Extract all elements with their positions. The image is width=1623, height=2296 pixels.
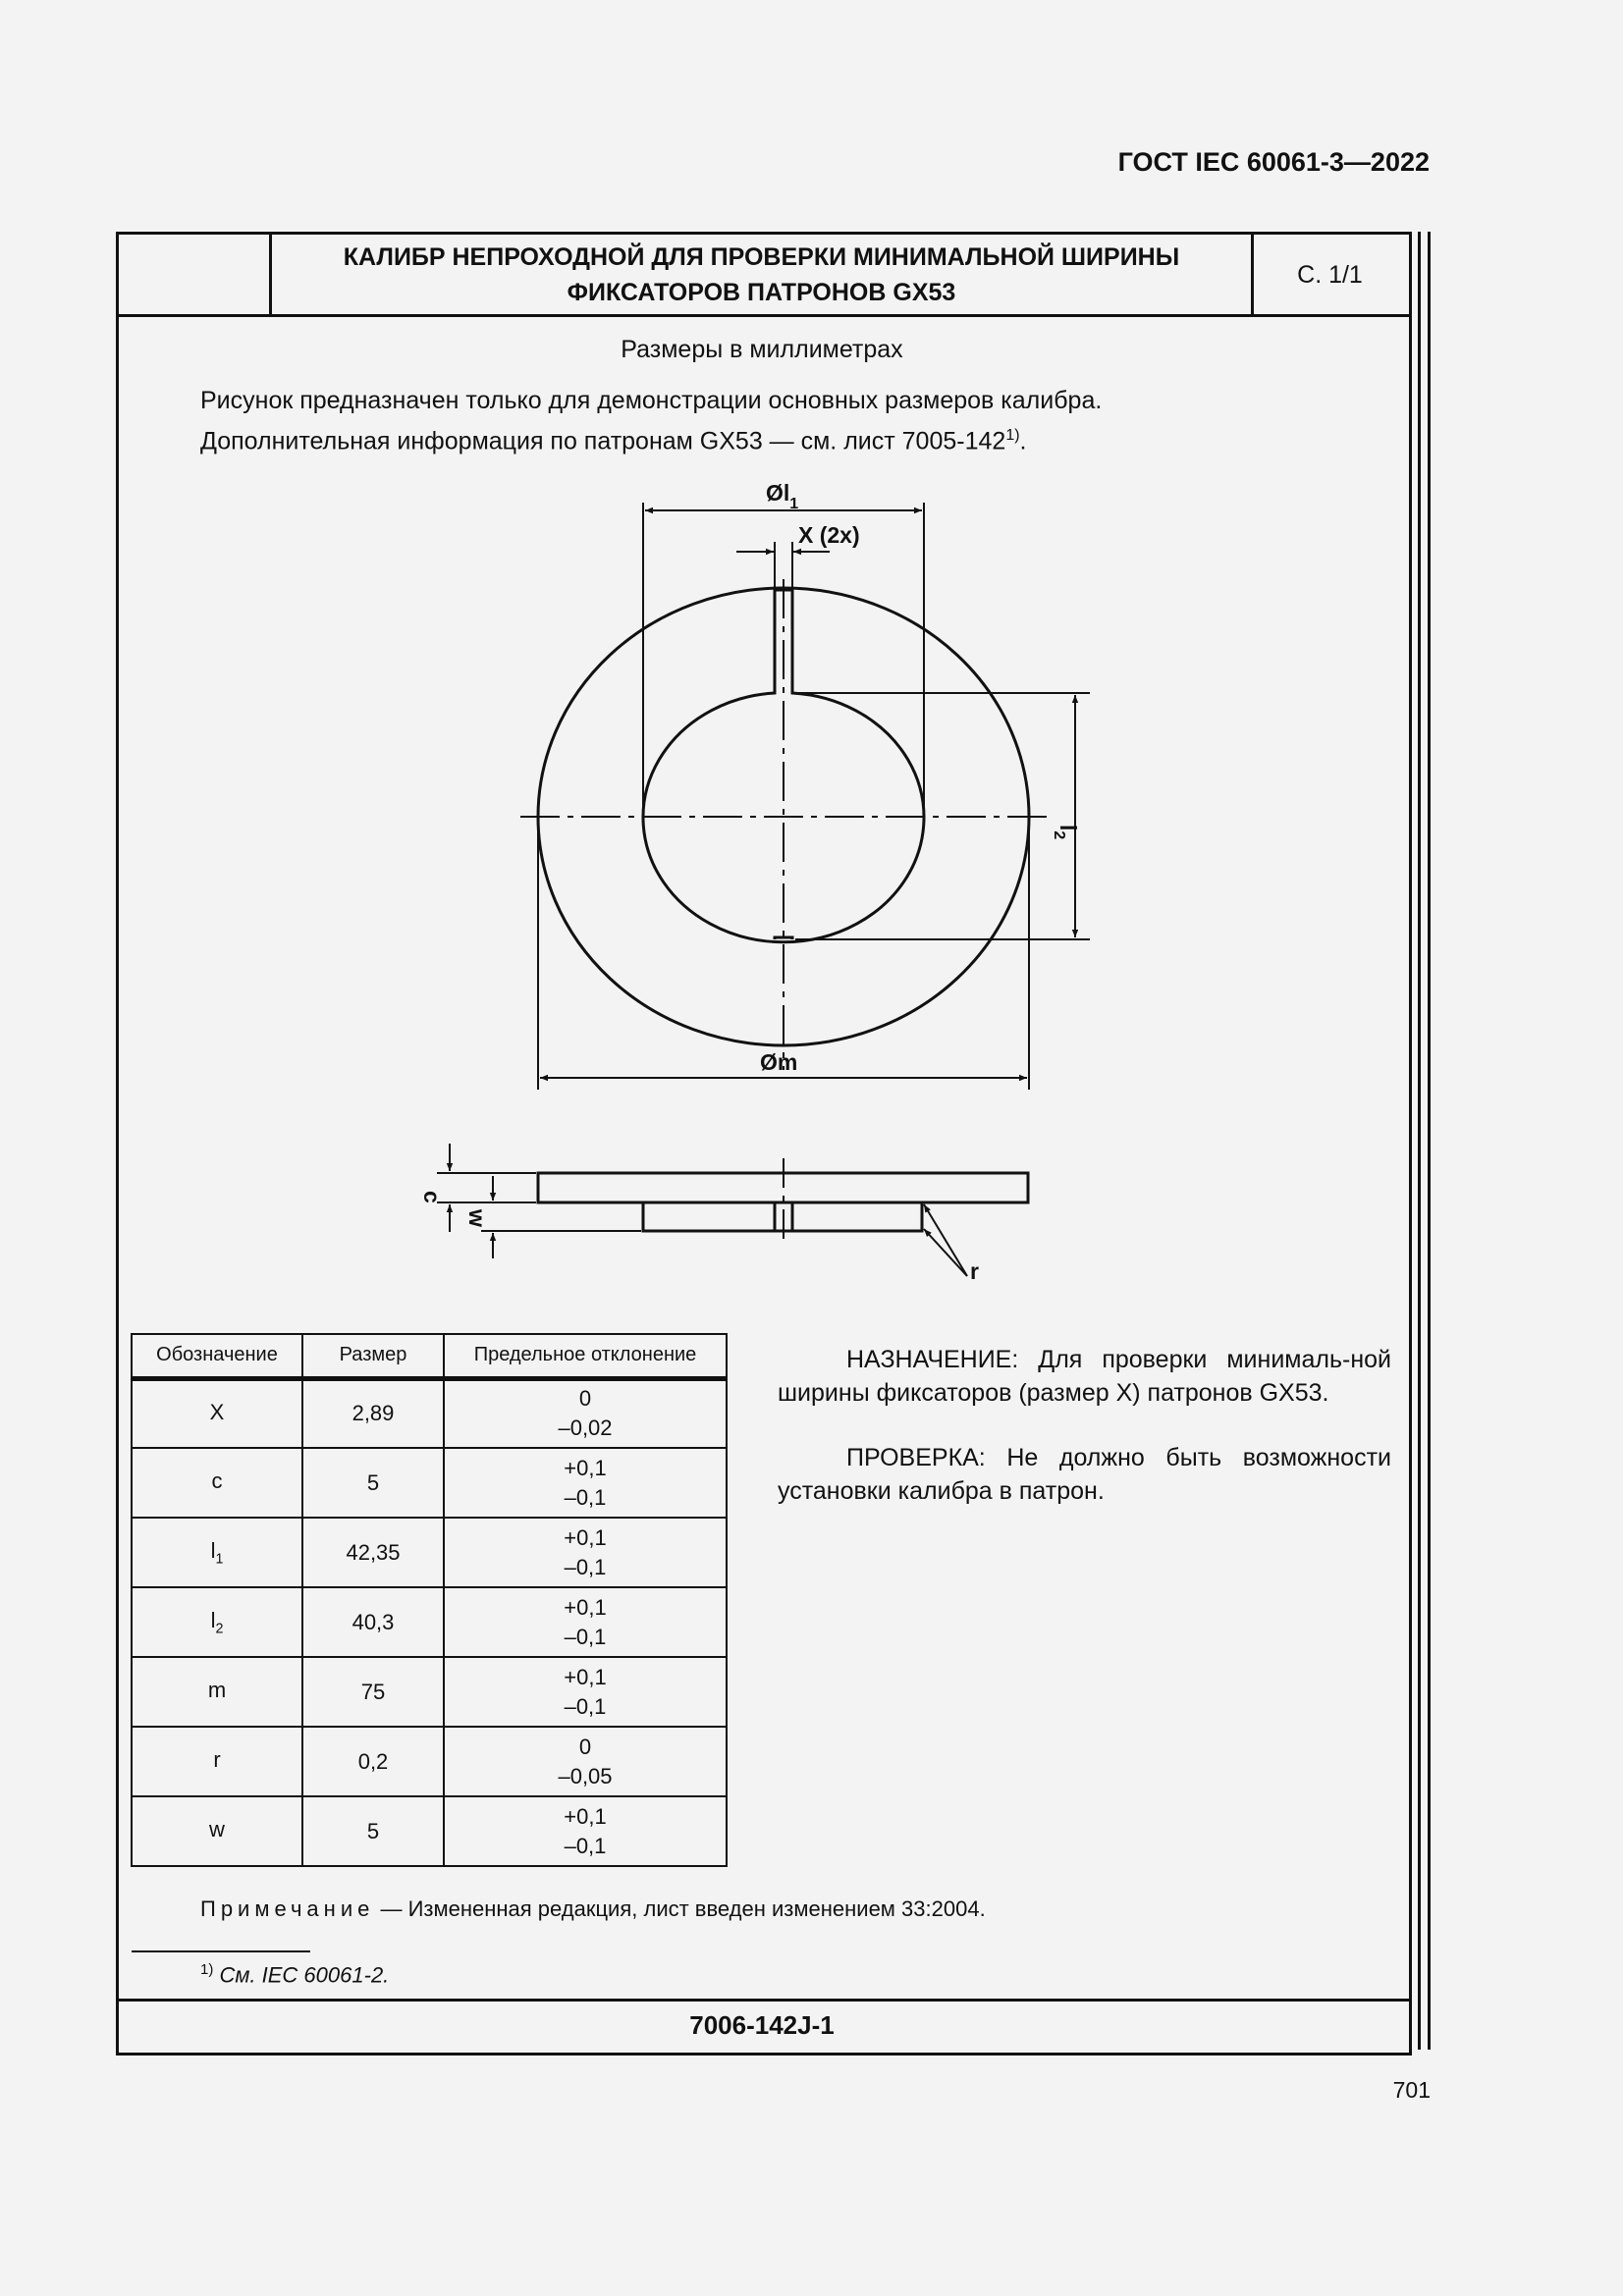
label-w: w xyxy=(464,1209,490,1227)
purpose-text xyxy=(778,1343,1391,1539)
sheet-code: 7006-142J-1 xyxy=(689,2010,835,2040)
cell-tolerance: 0 –0,02 xyxy=(444,1378,727,1448)
cell-tolerance: +0,1 –0,1 xyxy=(444,1657,727,1727)
intro-line-1: Рисунок предназначен только для демонстрации основных размеров калибра. xyxy=(200,387,1103,414)
dimensions-table xyxy=(131,1333,728,1867)
cell-tolerance: +0,1 –0,1 xyxy=(444,1518,727,1587)
table-row xyxy=(132,1587,727,1657)
cell-size: 2,89 xyxy=(302,1378,444,1448)
intro-text xyxy=(200,383,1102,458)
cell-designation: r xyxy=(132,1727,302,1796)
cell-size: 40,3 xyxy=(302,1587,444,1657)
footnote xyxy=(200,1961,389,1988)
cell-tolerance: +0,1 –0,1 xyxy=(444,1796,727,1866)
cell-size: 5 xyxy=(302,1448,444,1518)
cell-designation: $l_1$ xyxy=(132,1518,302,1587)
cell-size: 42,35 xyxy=(302,1518,444,1587)
table-row xyxy=(132,1518,727,1587)
cell-designation: m xyxy=(132,1657,302,1727)
col-header-designation: Обозначение xyxy=(132,1334,302,1378)
note-label: Примечание xyxy=(200,1896,375,1921)
label-l2: $l_2$ xyxy=(1051,825,1081,840)
table-body xyxy=(132,1378,727,1866)
label-m: Øm xyxy=(760,1049,798,1075)
table-row xyxy=(132,1796,727,1866)
frame-edge-line xyxy=(1418,232,1421,2050)
frame-edge-line xyxy=(1428,232,1431,2050)
col-header-size: Размер xyxy=(302,1334,444,1378)
table-row xyxy=(132,1657,727,1727)
table-row xyxy=(132,1378,727,1448)
table-row xyxy=(132,1448,727,1518)
standard-number: ГОСТ IEC 60061-3—2022 xyxy=(1117,147,1430,177)
cell-designation: $l_2$ xyxy=(132,1587,302,1657)
cell-tolerance: +0,1 –0,1 xyxy=(444,1587,727,1657)
table-row xyxy=(132,1727,727,1796)
title-line-1: КАЛИБР НЕПРОХОДНОЙ ДЛЯ ПРОВЕРКИ МИНИМАЛЬНОЙ ШИРИНЫ xyxy=(343,243,1180,271)
purpose-paragraph: НАЗНАЧЕНИЕ: Для проверки минималь-ной ширины фиксаторов (размер X) патронов GX53. xyxy=(778,1346,1391,1407)
page-number: 701 xyxy=(1392,2077,1431,2103)
col-header-tolerance: Предельное отклонение xyxy=(444,1334,727,1378)
footnote-rule xyxy=(132,1950,310,1952)
label-c: c xyxy=(419,1191,445,1203)
cell-size: 5 xyxy=(302,1796,444,1866)
label-r: r xyxy=(970,1258,979,1284)
cell-size: 75 xyxy=(302,1657,444,1727)
sheet-number: С. 1/1 xyxy=(1297,260,1363,289)
footnote-text: См. IEC 60061-2. xyxy=(213,1962,390,1988)
label-l1: $Øl_1$ xyxy=(766,480,799,512)
header-divider xyxy=(116,314,1412,317)
footer-divider xyxy=(116,1999,1412,2002)
intro-line-2: Дополнительная информация по патронам GX53 — см. лист 7005-142$^{1)}$. xyxy=(200,427,1027,455)
cell-tolerance: +0,1 –0,1 xyxy=(444,1448,727,1518)
sheet-title xyxy=(272,236,1251,314)
footnote-mark: 1) xyxy=(200,1961,214,1978)
footnote-ref: 1) xyxy=(1005,427,1020,444)
note-text: — Измененная редакция, лист введен изменением 33:2004. xyxy=(374,1896,986,1921)
cell-designation: w xyxy=(132,1796,302,1866)
cell-size: 0,2 xyxy=(302,1727,444,1796)
label-x: X (2x) xyxy=(798,522,860,548)
check-paragraph: ПРОВЕРКА: Не должно быть возможности установки калибра в патрон. xyxy=(778,1444,1391,1505)
table-header-row xyxy=(132,1334,727,1378)
cell-tolerance: 0 –0,05 xyxy=(444,1727,727,1796)
note xyxy=(200,1896,986,1922)
cell-designation: X xyxy=(132,1378,302,1448)
cell-designation: c xyxy=(132,1448,302,1518)
title-line-2: ФИКСАТОРОВ ПАТРОНОВ GX53 xyxy=(567,279,956,306)
units-note: Размеры в миллиметрах xyxy=(621,336,903,363)
